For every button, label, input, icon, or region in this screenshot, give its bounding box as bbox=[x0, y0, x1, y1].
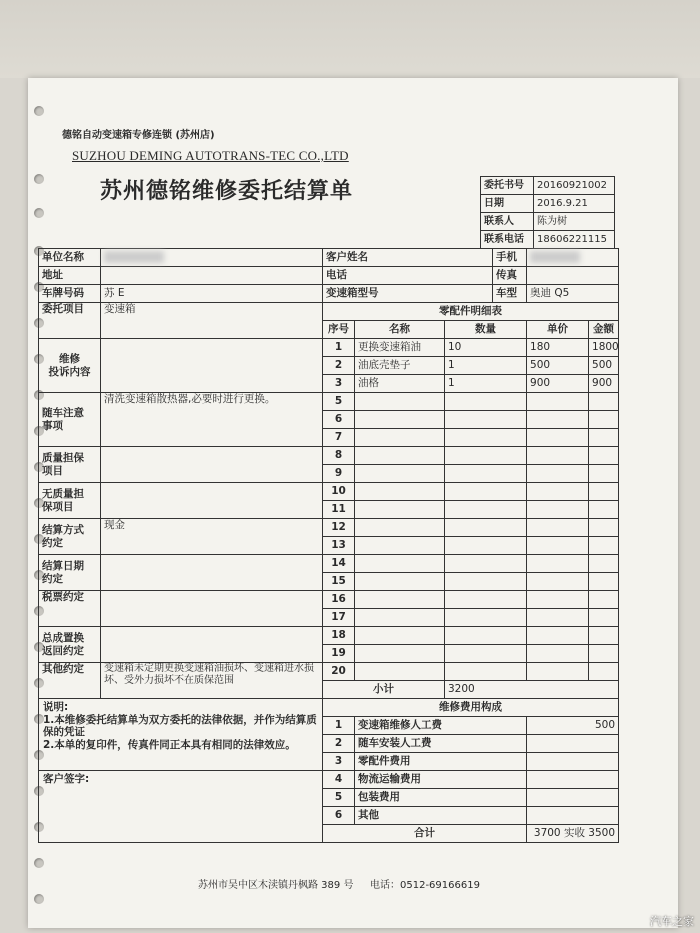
fee-row-name: 其他 bbox=[355, 807, 527, 825]
parts-col-qty: 数量 bbox=[445, 321, 527, 339]
parts-row-amount bbox=[589, 627, 619, 645]
address-label: 地址 bbox=[39, 267, 101, 285]
parts-row-name: 更换变速箱油 bbox=[355, 339, 445, 357]
parts-row-price bbox=[527, 573, 589, 591]
parts-row-qty: 1 bbox=[445, 357, 527, 375]
fee-row-no: 3 bbox=[323, 753, 355, 771]
parts-row-qty bbox=[445, 627, 527, 645]
parts-row-qty bbox=[445, 429, 527, 447]
pay-method-value: 现金 bbox=[101, 519, 323, 555]
warranty-label: 质量担保 项目 bbox=[39, 447, 101, 483]
order-no-value: 20160921002 bbox=[534, 177, 615, 195]
parts-row-price bbox=[527, 447, 589, 465]
parts-row-name bbox=[355, 537, 445, 555]
settle-date-label: 结算日期 约定 bbox=[39, 555, 101, 591]
fee-row-name: 随车安装人工费 bbox=[355, 735, 527, 753]
fee-row-amount bbox=[527, 789, 619, 807]
parts-row-amount bbox=[589, 447, 619, 465]
notes-line-1: 1.本维修委托结算单为双方委托的法律依据，并作为结算质保的凭证 bbox=[43, 713, 317, 739]
footer-address: 苏州市吴中区木渎镇丹枫路 389 号 bbox=[198, 880, 354, 891]
parts-row-price bbox=[527, 501, 589, 519]
parts-row-amount bbox=[589, 645, 619, 663]
item-label: 委托项目 bbox=[39, 303, 101, 339]
fax-value bbox=[527, 267, 619, 285]
parts-row-price: 500 bbox=[527, 357, 589, 375]
parts-row-price bbox=[527, 519, 589, 537]
redacted-mark bbox=[530, 251, 580, 263]
gearbox-label: 变速箱型号 bbox=[323, 285, 493, 303]
tax-value bbox=[101, 591, 323, 627]
notes-label: 随车注意 事项 bbox=[39, 393, 101, 447]
fee-row-amount bbox=[527, 735, 619, 753]
pay-method-label: 结算方式 约定 bbox=[39, 519, 101, 555]
parts-row-qty bbox=[445, 663, 527, 681]
parts-row-amount bbox=[589, 519, 619, 537]
model-value: 奥迪 Q5 bbox=[527, 285, 619, 303]
parts-row-amount bbox=[589, 483, 619, 501]
parts-row-price bbox=[527, 429, 589, 447]
parts-row-no: 1 bbox=[323, 339, 355, 357]
fee-row-no: 1 bbox=[323, 717, 355, 735]
parts-row-amount bbox=[589, 591, 619, 609]
parts-row-name: 油底壳垫子 bbox=[355, 357, 445, 375]
parts-row-no: 2 bbox=[323, 357, 355, 375]
parts-row-no: 14 bbox=[323, 555, 355, 573]
parts-row-no: 17 bbox=[323, 609, 355, 627]
parts-row-amount bbox=[589, 429, 619, 447]
parts-row-price bbox=[527, 393, 589, 411]
parts-row-qty bbox=[445, 645, 527, 663]
punch-hole bbox=[34, 894, 44, 904]
parts-row-name bbox=[355, 645, 445, 663]
parts-row-qty bbox=[445, 393, 527, 411]
item-value: 变速箱 bbox=[101, 303, 323, 339]
total-value: 3700 实收 3500 bbox=[527, 825, 619, 843]
parts-row-name bbox=[355, 429, 445, 447]
parts-row-price bbox=[527, 483, 589, 501]
parts-row-price bbox=[527, 555, 589, 573]
tel-label: 电话 bbox=[323, 267, 493, 285]
parts-row-price: 180 bbox=[527, 339, 589, 357]
redacted-mark bbox=[104, 251, 164, 263]
subtotal-value: 3200 bbox=[445, 681, 619, 699]
company-name-english: SUZHOU DEMING AUTOTRANS-TEC CO.,LTD bbox=[72, 148, 349, 163]
parts-row-amount bbox=[589, 411, 619, 429]
parts-row-name bbox=[355, 519, 445, 537]
unit-value bbox=[101, 249, 323, 267]
parts-row-name bbox=[355, 627, 445, 645]
fee-row-amount bbox=[527, 753, 619, 771]
parts-row-qty bbox=[445, 501, 527, 519]
parts-row-amount bbox=[589, 573, 619, 591]
parts-row-qty bbox=[445, 465, 527, 483]
no-warranty-label: 无质量担 保项目 bbox=[39, 483, 101, 519]
settlement-table bbox=[38, 248, 619, 843]
subtotal-label: 小计 bbox=[323, 681, 445, 699]
parts-row-no: 8 bbox=[323, 447, 355, 465]
notes-value: 清洗变速箱散热器,必要时进行更换。 bbox=[101, 393, 323, 447]
parts-row-no: 20 bbox=[323, 663, 355, 681]
mobile-label: 手机 bbox=[493, 249, 527, 267]
parts-row-qty bbox=[445, 483, 527, 501]
parts-row-qty bbox=[445, 519, 527, 537]
parts-row-amount bbox=[589, 663, 619, 681]
parts-row-name bbox=[355, 411, 445, 429]
parts-row-amount: 500 bbox=[589, 357, 619, 375]
parts-row-name: 油格 bbox=[355, 375, 445, 393]
parts-row-qty: 1 bbox=[445, 375, 527, 393]
parts-row-qty bbox=[445, 411, 527, 429]
parts-row-name bbox=[355, 573, 445, 591]
parts-row-no: 9 bbox=[323, 465, 355, 483]
mobile-value bbox=[527, 249, 619, 267]
contact-label: 联系人 bbox=[481, 213, 534, 231]
fax-label: 传真 bbox=[493, 267, 527, 285]
footer-phone: 电话：0512-69166619 bbox=[370, 880, 480, 891]
fees-heading: 维修费用构成 bbox=[323, 699, 619, 717]
fee-row-name: 物流运输费用 bbox=[355, 771, 527, 789]
background-top bbox=[0, 0, 700, 78]
fee-row-name: 包装费用 bbox=[355, 789, 527, 807]
notes-heading: 说明: bbox=[43, 701, 69, 713]
complaint-label: 维修 投诉内容 bbox=[39, 339, 101, 393]
parts-row-name bbox=[355, 501, 445, 519]
parts-row-price: 900 bbox=[527, 375, 589, 393]
parts-row-price bbox=[527, 663, 589, 681]
parts-row-amount bbox=[589, 393, 619, 411]
punch-hole bbox=[34, 106, 44, 116]
punch-hole bbox=[34, 174, 44, 184]
contact-value: 陈为树 bbox=[534, 213, 615, 231]
parts-row-price bbox=[527, 645, 589, 663]
other-value: 变速箱未定期更换变速箱油损坏、变速箱进水损坏、受外力损坏不在质保范围 bbox=[101, 663, 323, 699]
parts-row-qty bbox=[445, 555, 527, 573]
parts-col-price: 单价 bbox=[527, 321, 589, 339]
company-name: 德铭自动变速箱专修连锁 (苏州店) bbox=[62, 130, 215, 141]
document-title: 苏州德铭维修委托结算单 bbox=[100, 178, 354, 204]
total-label: 合计 bbox=[323, 825, 527, 843]
parts-row-price bbox=[527, 609, 589, 627]
parts-row-qty bbox=[445, 609, 527, 627]
date-label: 日期 bbox=[481, 195, 534, 213]
parts-row-name bbox=[355, 465, 445, 483]
order-info-table bbox=[480, 176, 615, 249]
warranty-value bbox=[101, 447, 323, 483]
parts-row-no: 12 bbox=[323, 519, 355, 537]
parts-row-price bbox=[527, 591, 589, 609]
parts-row-name bbox=[355, 591, 445, 609]
parts-row-no: 16 bbox=[323, 591, 355, 609]
parts-row-price bbox=[527, 537, 589, 555]
date-value: 2016.9.21 bbox=[534, 195, 615, 213]
fee-row-amount: 500 bbox=[527, 717, 619, 735]
parts-row-price bbox=[527, 411, 589, 429]
settle-date-value bbox=[101, 555, 323, 591]
parts-row-price bbox=[527, 465, 589, 483]
parts-row-price bbox=[527, 627, 589, 645]
fee-row-amount bbox=[527, 807, 619, 825]
fee-row-no: 6 bbox=[323, 807, 355, 825]
fee-row-name: 零配件费用 bbox=[355, 753, 527, 771]
fee-row-name: 变速箱维修人工费 bbox=[355, 717, 527, 735]
parts-row-no: 6 bbox=[323, 411, 355, 429]
parts-row-amount: 900 bbox=[589, 375, 619, 393]
complaint-value bbox=[101, 339, 323, 393]
fee-row-no: 2 bbox=[323, 735, 355, 753]
fee-row-no: 5 bbox=[323, 789, 355, 807]
plate-label: 车牌号码 bbox=[39, 285, 101, 303]
punch-hole bbox=[34, 858, 44, 868]
fee-row-no: 4 bbox=[323, 771, 355, 789]
parts-row-qty: 10 bbox=[445, 339, 527, 357]
parts-row-no: 19 bbox=[323, 645, 355, 663]
unit-label: 单位名称 bbox=[39, 249, 101, 267]
parts-row-name bbox=[355, 393, 445, 411]
notes-cell bbox=[39, 699, 323, 771]
parts-row-no: 13 bbox=[323, 537, 355, 555]
invoice-paper bbox=[28, 78, 678, 928]
parts-row-amount bbox=[589, 555, 619, 573]
phone-label: 联系电话 bbox=[481, 231, 534, 249]
parts-row-no: 7 bbox=[323, 429, 355, 447]
watermark: 汽车之家 bbox=[650, 915, 694, 928]
customer-signature[interactable]: 客户签字: bbox=[39, 771, 323, 843]
parts-heading: 零配件明细表 bbox=[323, 303, 619, 321]
parts-col-no: 序号 bbox=[323, 321, 355, 339]
order-no-label: 委托书号 bbox=[481, 177, 534, 195]
notes-line-2: 2.本单的复印件，传真件同正本具有相同的法律效应。 bbox=[43, 738, 296, 751]
parts-row-no: 3 bbox=[323, 375, 355, 393]
other-label: 其他约定 bbox=[39, 663, 101, 699]
parts-row-qty bbox=[445, 573, 527, 591]
parts-row-qty bbox=[445, 537, 527, 555]
parts-col-amount: 金额 bbox=[589, 321, 619, 339]
replace-value bbox=[101, 627, 323, 663]
parts-row-amount bbox=[589, 501, 619, 519]
parts-row-name bbox=[355, 609, 445, 627]
fee-row-amount bbox=[527, 771, 619, 789]
phone-value: 18606221115 bbox=[534, 231, 615, 249]
parts-row-amount bbox=[589, 465, 619, 483]
parts-row-name bbox=[355, 483, 445, 501]
no-warranty-value bbox=[101, 483, 323, 519]
parts-row-amount bbox=[589, 609, 619, 627]
replace-label: 总成置换 返回约定 bbox=[39, 627, 101, 663]
model-label: 车型 bbox=[493, 285, 527, 303]
parts-row-name bbox=[355, 555, 445, 573]
customer-name-label: 客户姓名 bbox=[323, 249, 493, 267]
parts-row-no: 10 bbox=[323, 483, 355, 501]
parts-row-name bbox=[355, 663, 445, 681]
parts-col-name: 名称 bbox=[355, 321, 445, 339]
plate-value: 苏 E bbox=[101, 285, 323, 303]
parts-row-no: 18 bbox=[323, 627, 355, 645]
parts-row-qty bbox=[445, 591, 527, 609]
parts-row-name bbox=[355, 447, 445, 465]
punch-hole bbox=[34, 208, 44, 218]
address-value bbox=[101, 267, 323, 285]
parts-row-amount: 1800 bbox=[589, 339, 619, 357]
tax-label: 税票约定 bbox=[39, 591, 101, 627]
parts-row-no: 15 bbox=[323, 573, 355, 591]
parts-row-no: 5 bbox=[323, 393, 355, 411]
parts-row-qty bbox=[445, 447, 527, 465]
parts-row-amount bbox=[589, 537, 619, 555]
parts-row-no: 11 bbox=[323, 501, 355, 519]
